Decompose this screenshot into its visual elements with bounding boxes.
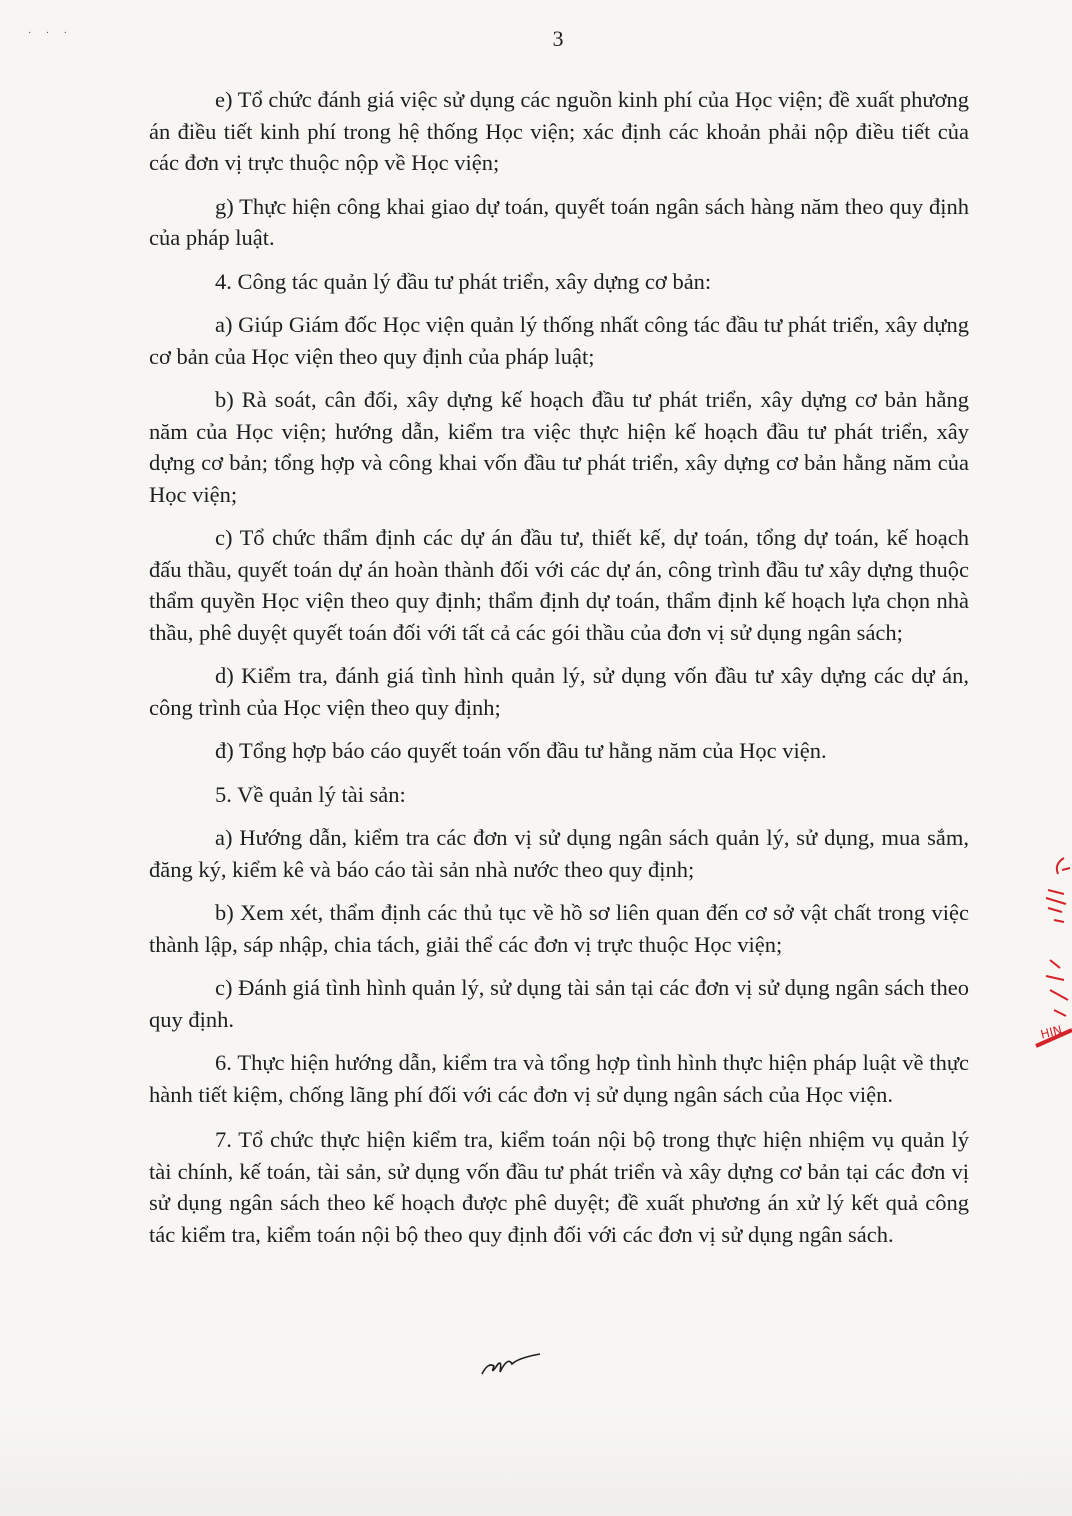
paragraph-1e: e) Tổ chức đánh giá việc sử dụng các nguồn kinh phí của Học viện; đề xuất phương án điều tiết kinh phí trong hệ thống Học viện; xác định các khoản phải nộp điều tiết của các đơn vị trực thuộc nộp về Học viện; xyxy=(149,87,969,175)
paragraph-4b: b) Rà soát, cân đối, xây dựng kế hoạch đầu tư phát triển, xây dựng cơ bản hằng năm của Học viện; hướng dẫn, kiểm tra việc thực hiện kế hoạch đầu tư phát triển, xây dựng cơ bản; tổng hợp và công khai vốn đầu tư phát triển, xây dựng cơ bản hằng năm của Học viện; xyxy=(149,387,969,507)
document-body xyxy=(149,84,969,1262)
red-seal-stamp xyxy=(1034,850,1072,1050)
page-number: 3 xyxy=(552,26,564,51)
paragraph-5b: b) Xem xét, thẩm định các thủ tục về hồ sơ liên quan đến cơ sở vật chất trong việc thành lập, sáp nhập, chia tách, giải thể các đơn vị trực thuộc Học viện; xyxy=(149,900,969,957)
initial-signature xyxy=(478,1336,544,1380)
paragraph-4d: d) Kiểm tra, đánh giá tình hình quản lý, sử dụng vốn đầu tư xây dựng các dự án, công trình của Học viện theo quy định; xyxy=(149,663,969,720)
section-6: 6. Thực hiện hướng dẫn, kiểm tra và tổng hợp tình hình thực hiện pháp luật về thực hành tiết kiệm, chống lãng phí đối với các đơn vị sử dụng ngân sách của Học viện. xyxy=(149,1050,969,1107)
scan-specks: · · · xyxy=(28,28,73,39)
paragraph-1g: g) Thực hiện công khai giao dự toán, quyết toán ngân sách hàng năm theo quy định của pháp luật. xyxy=(149,193,969,250)
section-7: 7. Tổ chức thực hiện kiểm tra, kiểm toán nội bộ trong thực hiện nhiệm vụ quản lý tài chính, kế toán, tài sản, sử dụng vốn đầu tư phát triển và xây dựng cơ bản tại các đơn vị sử dụng ngân sách theo kế hoạch được phê duyệt; đề xuất phương án xử lý kết quả công tác kiểm tra, kiểm toán nội bộ theo quy định đối với các đơn vị sử dụng ngân sách. xyxy=(149,1127,969,1247)
scan-shadow xyxy=(0,1406,1072,1516)
paragraph-5a: a) Hướng dẫn, kiểm tra các đơn vị sử dụng ngân sách quản lý, sử dụng, mua sắm, đăng ký, kiểm kê và báo cáo tài sản nhà nước theo quy định; xyxy=(149,825,969,882)
paragraph-4a: a) Giúp Giám đốc Học viện quản lý thống nhất công tác đầu tư phát triển, xây dựng cơ bản của Học viện theo quy định của pháp luật; xyxy=(149,312,969,369)
stamp-marks xyxy=(1036,858,1072,1046)
paragraph-4dd: đ) Tổng hợp báo cáo quyết toán vốn đầu tư hằng năm của Học viện. xyxy=(215,738,827,763)
paragraph-4c: c) Tổ chức thẩm định các dự án đầu tư, thiết kế, dự toán, tổng dự toán, kế hoạch đấu thầu, quyết toán dự án hoàn thành đối với các dự án, công trình đầu tư xây dựng thuộc thẩm quyền Học viện theo quy định; thẩm định dự toán, thẩm định kế hoạch lựa chọn nhà thầu, phê duyệt quyết toán đối với tất cả các gói thầu của đơn vị sử dụng ngân sách; xyxy=(149,525,969,645)
paragraph-5c: c) Đánh giá tình hình quản lý, sử dụng tài sản tại các đơn vị sử dụng ngân sách theo quy định. xyxy=(149,975,969,1032)
section-4-heading: 4. Công tác quản lý đầu tư phát triển, xây dựng cơ bản: xyxy=(215,268,712,294)
stamp-text: HIN xyxy=(1039,1022,1064,1042)
section-5-heading: 5. Về quản lý tài sản: xyxy=(215,781,406,807)
